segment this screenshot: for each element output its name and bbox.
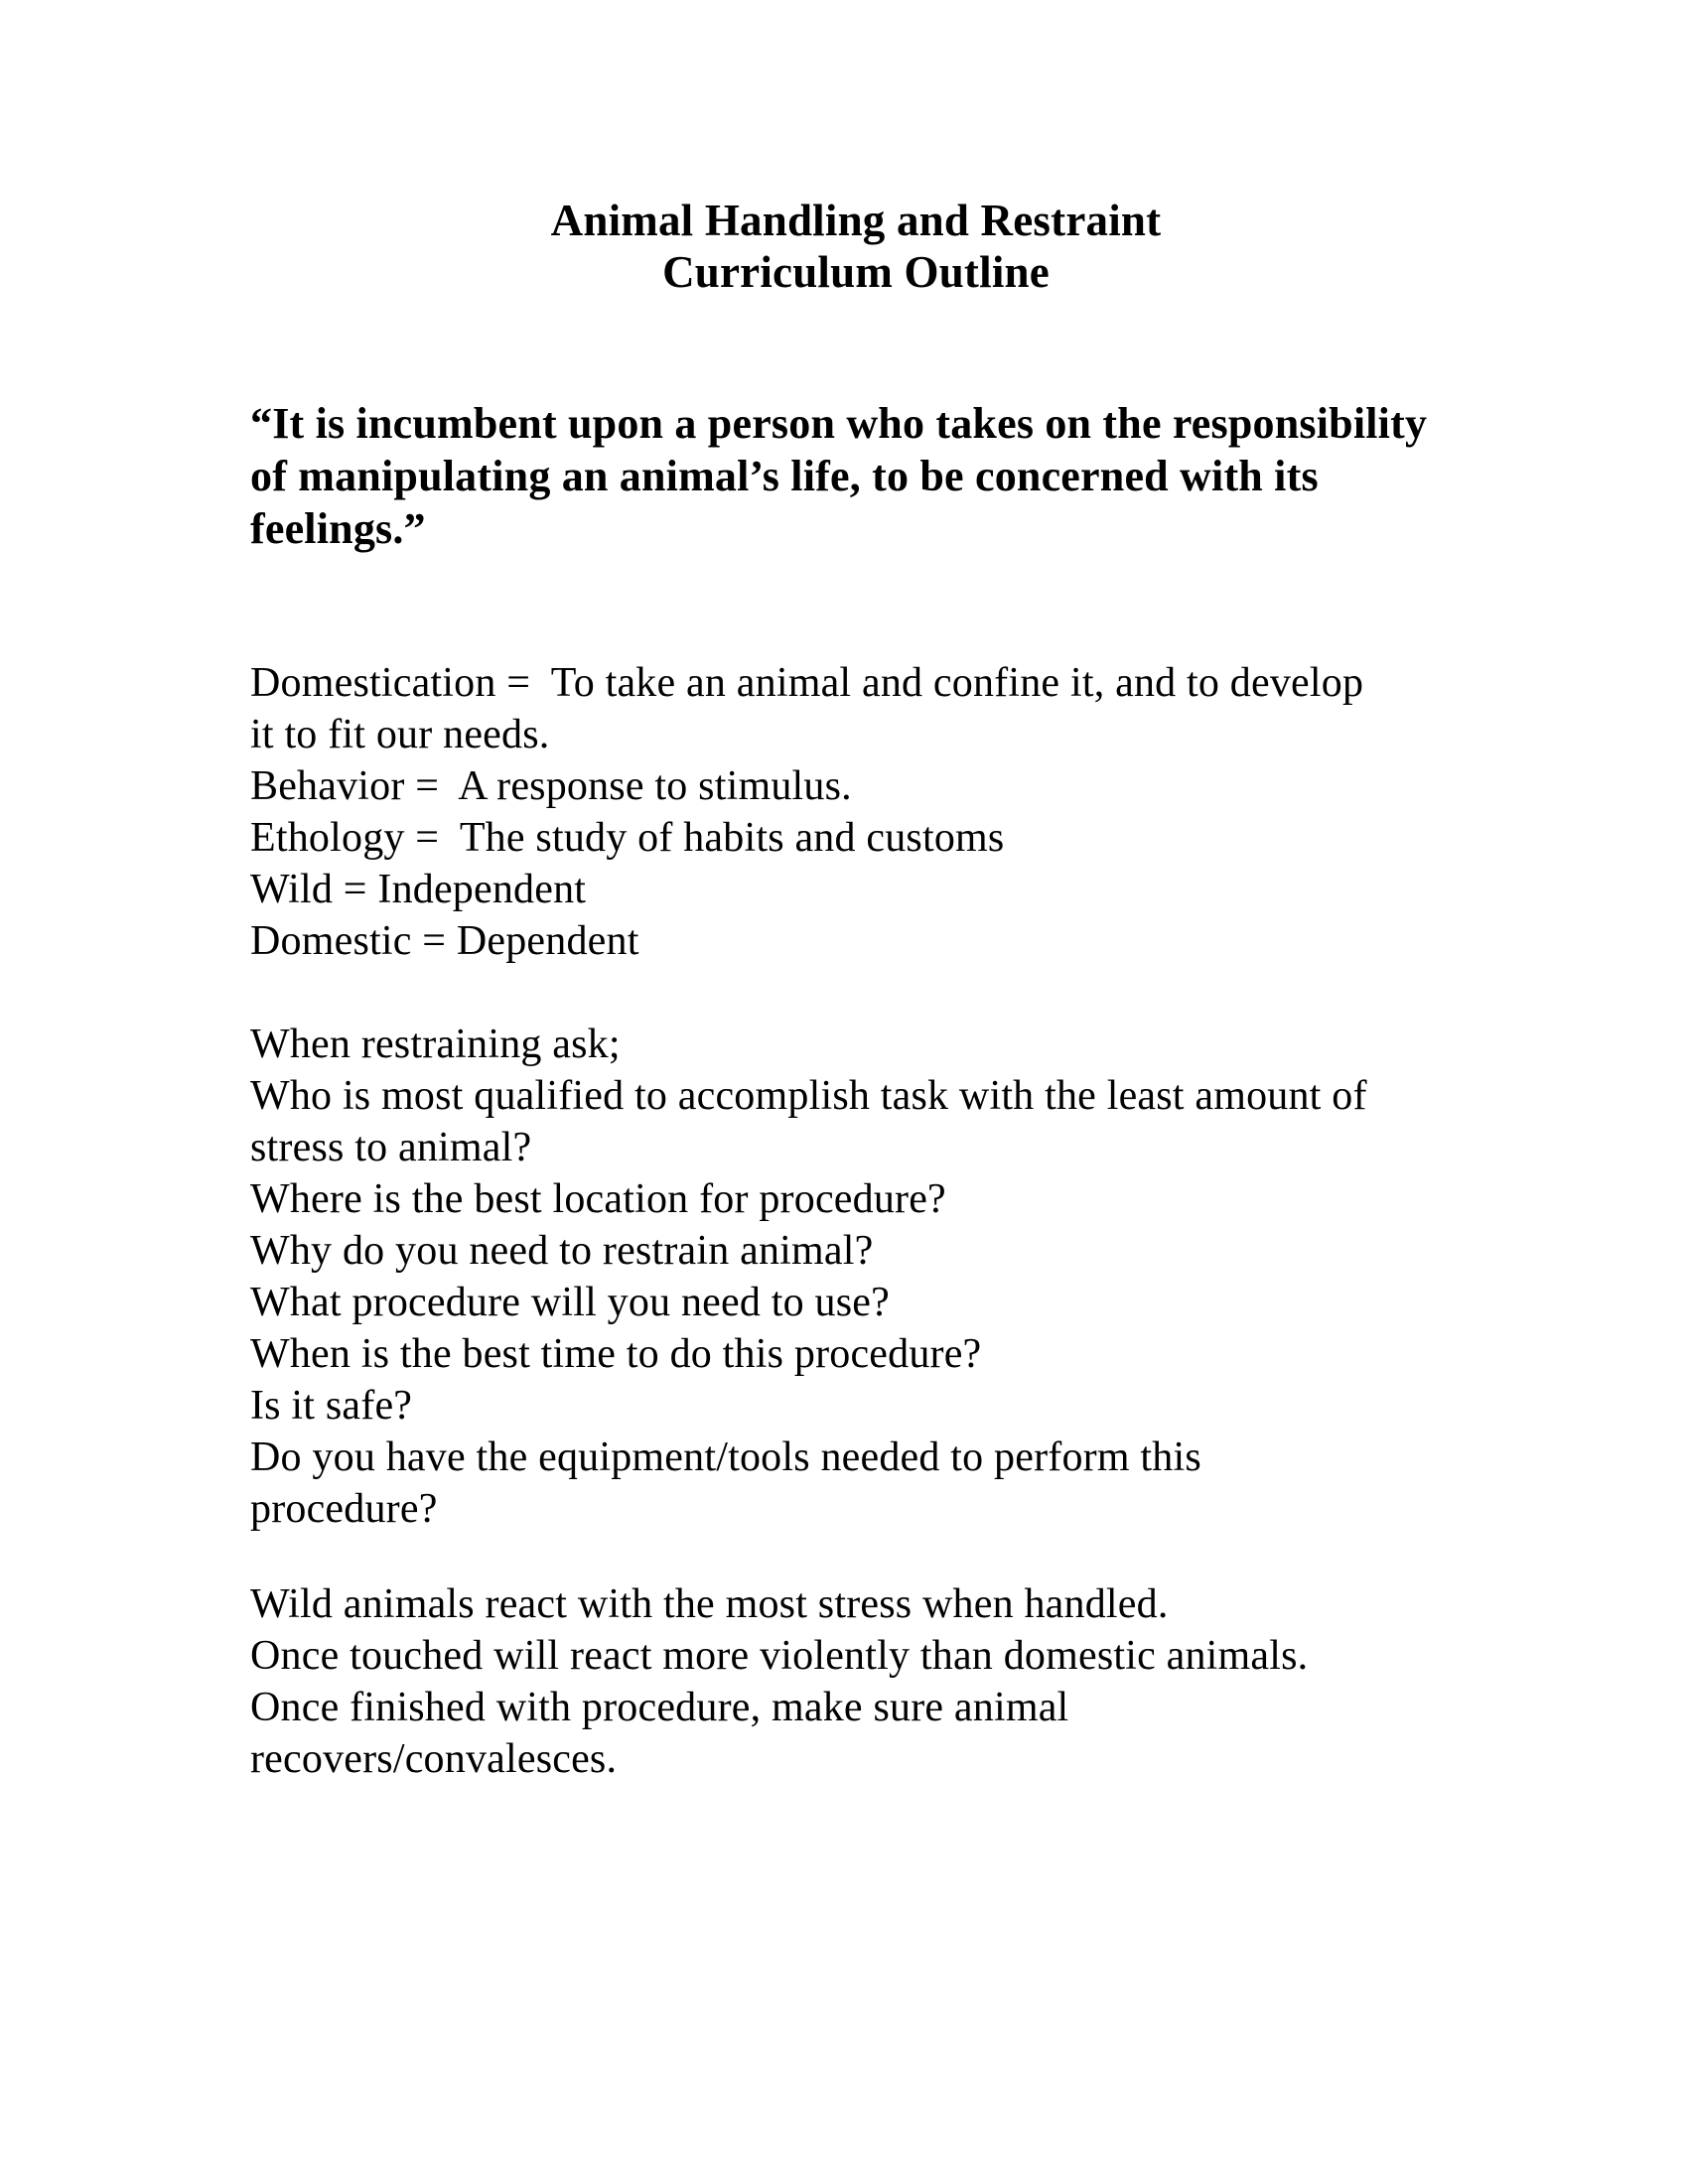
question-line: Who is most qualified to accomplish task with the least amount of	[250, 1073, 1367, 1119]
note-line: Once finished with procedure, make sure animal	[250, 1685, 1069, 1730]
restraint-questions-paragraph	[250, 1019, 1462, 1535]
question-line: When restraining ask;	[250, 1022, 621, 1067]
definition-line: Domestication = To take an animal and confine it, and to develop	[250, 660, 1364, 706]
definition-line: Ethology = The study of habits and customs	[250, 815, 1005, 861]
wild-animal-notes-paragraph	[250, 1578, 1462, 1785]
question-line: Where is the best location for procedure?	[250, 1176, 946, 1222]
question-line: procedure?	[250, 1486, 438, 1532]
title-line: Animal Handling and Restraint	[550, 196, 1162, 245]
quote-line: of manipulating an animal’s life, to be concerned with its	[250, 452, 1319, 500]
quote-line: feelings.”	[250, 504, 426, 553]
definition-line: Behavior = A response to stimulus.	[250, 763, 852, 809]
definition-line: Domestic = Dependent	[250, 918, 639, 964]
document-title	[250, 195, 1462, 298]
question-line: Why do you need to restrain animal?	[250, 1228, 874, 1274]
definition-line: Wild = Independent	[250, 867, 587, 912]
definitions-paragraph	[250, 657, 1462, 967]
question-line: When is the best time to do this procedure?	[250, 1331, 982, 1377]
question-line: What procedure will you need to use?	[250, 1280, 890, 1325]
opening-quote	[250, 397, 1462, 555]
question-line: Is it safe?	[250, 1383, 413, 1429]
note-line: Once touched will react more violently than domestic animals.	[250, 1633, 1309, 1679]
definition-line: it to fit our needs.	[250, 712, 550, 757]
note-line: Wild animals react with the most stress when handled.	[250, 1581, 1169, 1627]
question-line: Do you have the equipment/tools needed to perform this	[250, 1434, 1201, 1480]
question-line: stress to animal?	[250, 1125, 532, 1170]
quote-line: “It is incumbent upon a person who takes on the responsibility	[250, 399, 1428, 448]
title-line: Curriculum Outline	[662, 247, 1050, 297]
note-line: recovers/convalesces.	[250, 1736, 618, 1782]
